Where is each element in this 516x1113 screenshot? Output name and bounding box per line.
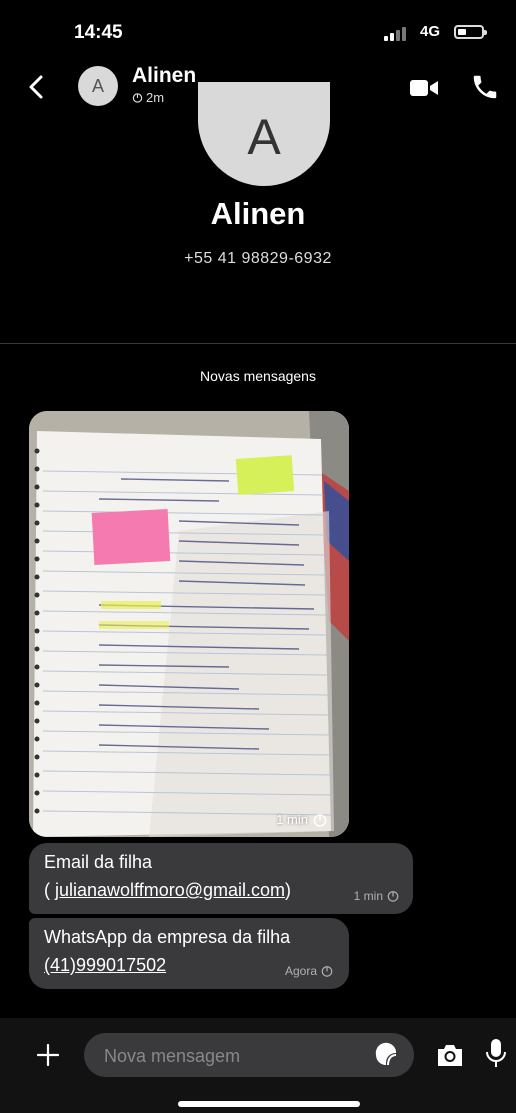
message-text: Email da filha bbox=[44, 852, 153, 872]
avatar[interactable]: A bbox=[78, 66, 118, 106]
email-link[interactable]: julianawolffmoro@gmail.com bbox=[55, 880, 286, 900]
microphone-button[interactable] bbox=[484, 1037, 508, 1071]
camera-button[interactable] bbox=[434, 1040, 466, 1070]
message-bubble[interactable] bbox=[29, 843, 413, 914]
paren-open: ( bbox=[44, 880, 55, 900]
profile-phone: +55 41 98829-6932 bbox=[184, 250, 332, 267]
notebook-photo bbox=[29, 411, 349, 837]
sticker-icon bbox=[372, 1041, 400, 1069]
video-camera-icon bbox=[408, 76, 440, 100]
chevron-left-icon bbox=[22, 72, 52, 102]
profile-avatar[interactable] bbox=[198, 82, 330, 186]
message-text: WhatsApp da empresa da filha bbox=[44, 927, 291, 947]
photo-timestamp bbox=[276, 812, 327, 827]
photo-time-label: 1 min bbox=[276, 812, 308, 827]
profile-avatar-letter: A bbox=[247, 109, 281, 165]
paren-close: ) bbox=[285, 880, 292, 900]
network-type: 4G bbox=[420, 23, 441, 40]
phone-icon bbox=[470, 72, 500, 102]
message-composer bbox=[0, 1018, 516, 1113]
video-call-button[interactable] bbox=[408, 76, 440, 100]
divider bbox=[0, 343, 516, 344]
phone-link[interactable]: (41)999017502 bbox=[44, 955, 167, 975]
photo-message[interactable] bbox=[29, 411, 349, 837]
timer-icon bbox=[313, 813, 327, 827]
new-messages-label: Novas mensagens bbox=[200, 368, 316, 384]
back-button[interactable] bbox=[22, 72, 52, 102]
timer-icon bbox=[132, 92, 143, 103]
camera-icon bbox=[434, 1040, 466, 1070]
message-timestamp bbox=[285, 964, 333, 978]
status-bar bbox=[0, 0, 516, 60]
add-attachment-button[interactable] bbox=[34, 1041, 62, 1069]
home-indicator[interactable] bbox=[178, 1101, 360, 1107]
message-bubble[interactable] bbox=[29, 918, 349, 989]
timer-icon bbox=[321, 965, 333, 977]
plus-icon bbox=[34, 1041, 62, 1069]
profile-name: Alinen bbox=[210, 196, 306, 231]
timer-label: 2m bbox=[146, 90, 165, 105]
microphone-icon bbox=[484, 1037, 508, 1071]
message-timestamp bbox=[354, 889, 399, 903]
message-input[interactable] bbox=[102, 1033, 356, 1079]
battery-icon bbox=[454, 25, 484, 39]
status-time: 14:45 bbox=[74, 22, 123, 43]
voice-call-button[interactable] bbox=[470, 72, 500, 102]
message-input-container bbox=[84, 1033, 414, 1077]
contact-name[interactable]: Alinen bbox=[132, 64, 197, 87]
disappearing-timer bbox=[132, 90, 164, 105]
message-text-line2 bbox=[44, 880, 291, 901]
message-time-label: 1 min bbox=[353, 889, 383, 903]
timer-icon bbox=[387, 890, 399, 902]
sticker-button[interactable] bbox=[372, 1041, 400, 1069]
message-time-label: Agora bbox=[284, 964, 317, 978]
